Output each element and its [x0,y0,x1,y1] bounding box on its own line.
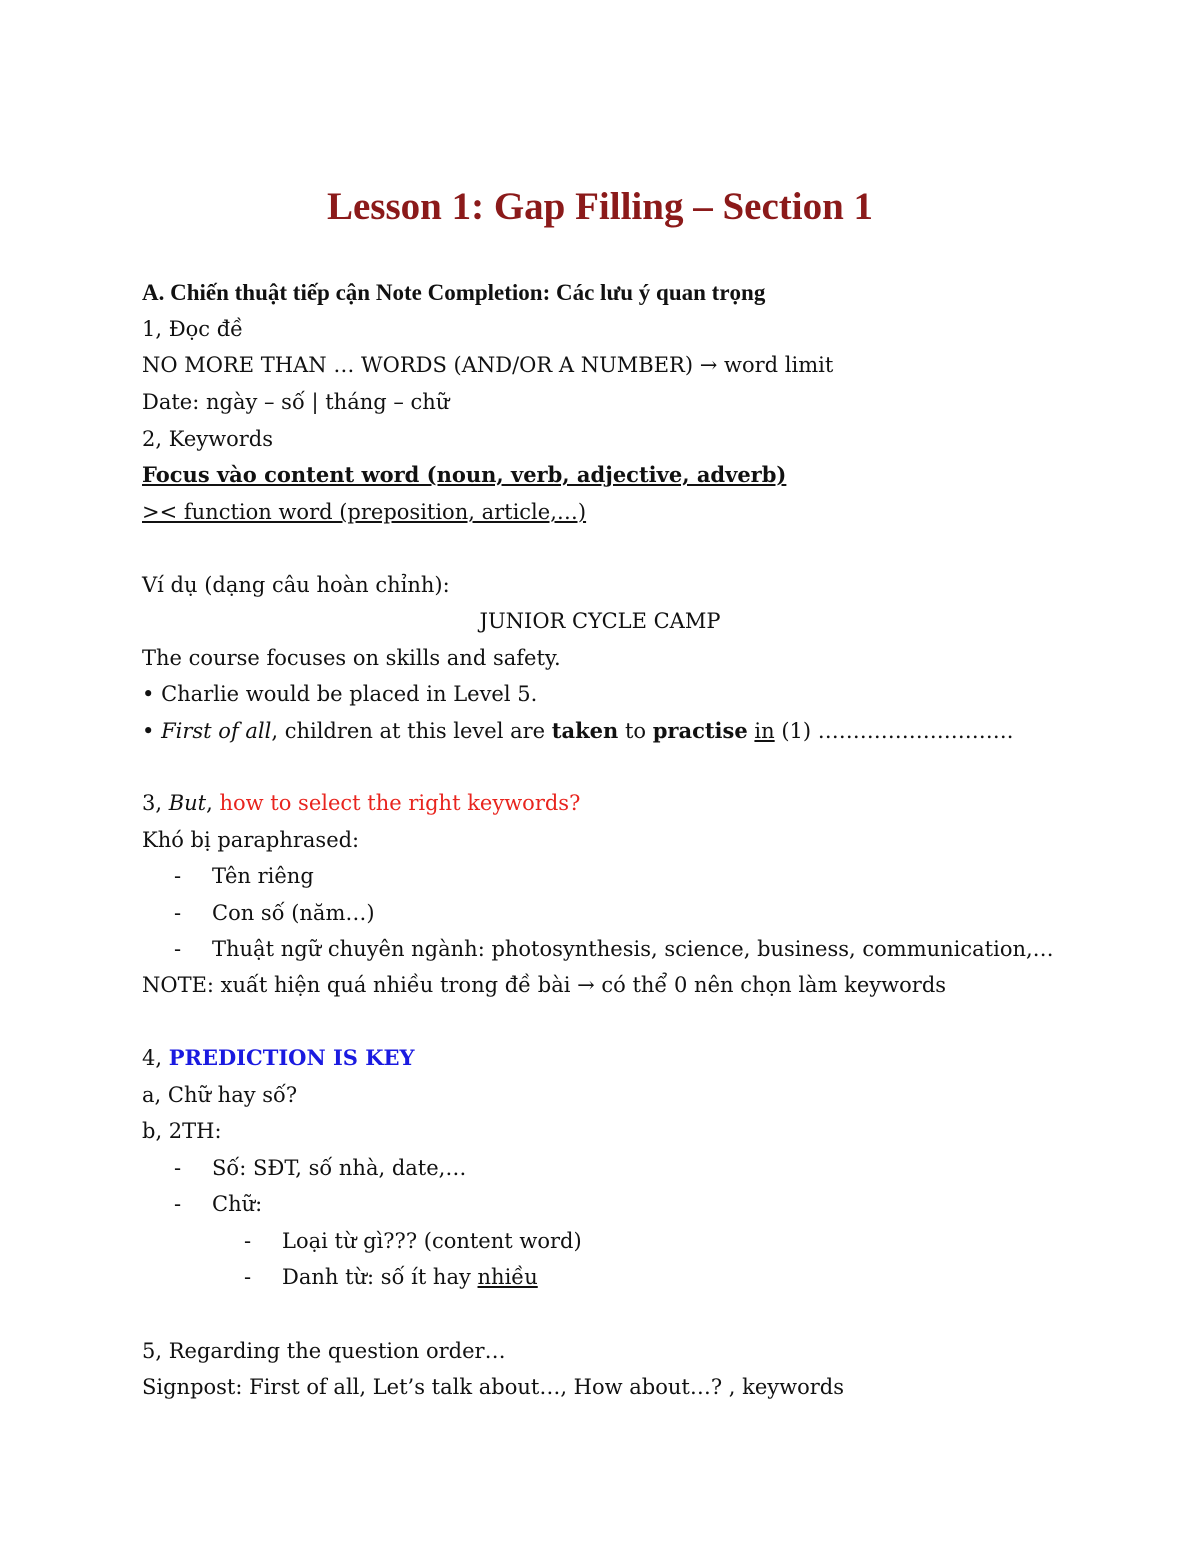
dash-item-numbers-types [174,1154,467,1182]
noun-text: Danh từ: số ít hay [282,1265,478,1289]
step5-heading: 5, Regarding the question order… [142,1339,506,1363]
dash-item-proper-names [174,862,314,890]
focus-content-word: Focus vào content word (noun, verb, adjective, adverb) [142,462,787,487]
dash-item-text: Chữ: [212,1192,263,1216]
underlined-word-in: in [754,719,775,743]
note-line: NOTE: xuất hiện quá nhiều trong đề bài → có thể 0 nên chọn làm keywords [142,973,947,997]
dash-item-text: Loại từ gì??? (content word) [282,1229,582,1253]
prediction-heading: PREDICTION IS KEY [168,1045,415,1070]
dash-item-text: Con số (năm…) [212,901,375,925]
signpost-line: Signpost: First of all, Let’s talk about…, How about…? , keywords [142,1375,845,1399]
dash-item-text: Tên riêng [212,864,314,888]
dash-icon: - [174,937,182,961]
dash-icon: - [174,1156,182,1180]
dash-icon: - [174,901,182,925]
example-intro: Ví dụ (dạng câu hoàn chỉnh): [142,573,450,597]
step2-heading: 2, Keywords [142,427,274,451]
bullet-text: Charlie would be placed in Level 5. [161,682,538,706]
hard-paraphrase-line: Khó bị paraphrased: [142,828,360,852]
dash-icon: - [244,1265,252,1289]
first-of-all: First of all [161,719,272,743]
but-word: But [168,791,207,815]
bullet-icon: • [142,682,155,706]
dash-subitem-word-type [244,1227,582,1255]
example-line: The course focuses on skills and safety. [142,646,561,670]
function-word-line: >< function word (preposition, article,…) [142,500,587,524]
comma: , [206,791,220,815]
underlined-plural: nhiều [477,1265,538,1289]
bold-word-taken: taken [551,718,619,743]
step4-b: b, 2TH: [142,1119,222,1143]
text-segment: , children at this level are [271,719,552,743]
example-title: JUNIOR CYCLE CAMP [479,609,721,633]
bullet-icon: • [142,719,155,743]
step4-a: a, Chữ hay số? [142,1083,298,1107]
text-segment: to [618,719,653,743]
dash-item-words [174,1190,263,1218]
step1-heading: 1, Đọc đề [142,317,244,341]
dash-item-text [282,1263,538,1291]
date-line: Date: ngày – số | tháng – chữ [142,390,450,414]
step4-heading [142,1044,415,1072]
dash-item-terminology [174,935,1054,963]
step3-number: 3, [142,791,169,815]
dash-icon: - [174,1192,182,1216]
step4-number: 4, [142,1046,169,1070]
dash-item-text: Thuật ngữ chuyên ngành: photosynthesis, science, business, communication,… [212,937,1054,961]
dash-subitem-noun [244,1263,538,1291]
section-a-heading: A. Chiến thuật tiếp cận Note Completion: Các lưu ý quan trọng [142,280,766,305]
word-limit-line: NO MORE THAN … WORDS (AND/OR A NUMBER) → word limit [142,353,834,377]
dash-item-numbers [174,899,375,927]
dash-icon: - [244,1229,252,1253]
bold-word-practise: practise [652,718,748,743]
step3-heading [142,789,580,817]
dash-item-text: Số: SĐT, số nhà, date,… [212,1156,467,1180]
example-bullet-1 [142,680,537,708]
example-bullet-2 [142,717,1013,745]
page-title: Lesson 1: Gap Filling – Section 1 [326,185,874,228]
dash-icon: - [174,864,182,888]
gap-blank: (1) ………………………. [774,719,1014,743]
keyword-question: how to select the right keywords? [219,791,581,815]
